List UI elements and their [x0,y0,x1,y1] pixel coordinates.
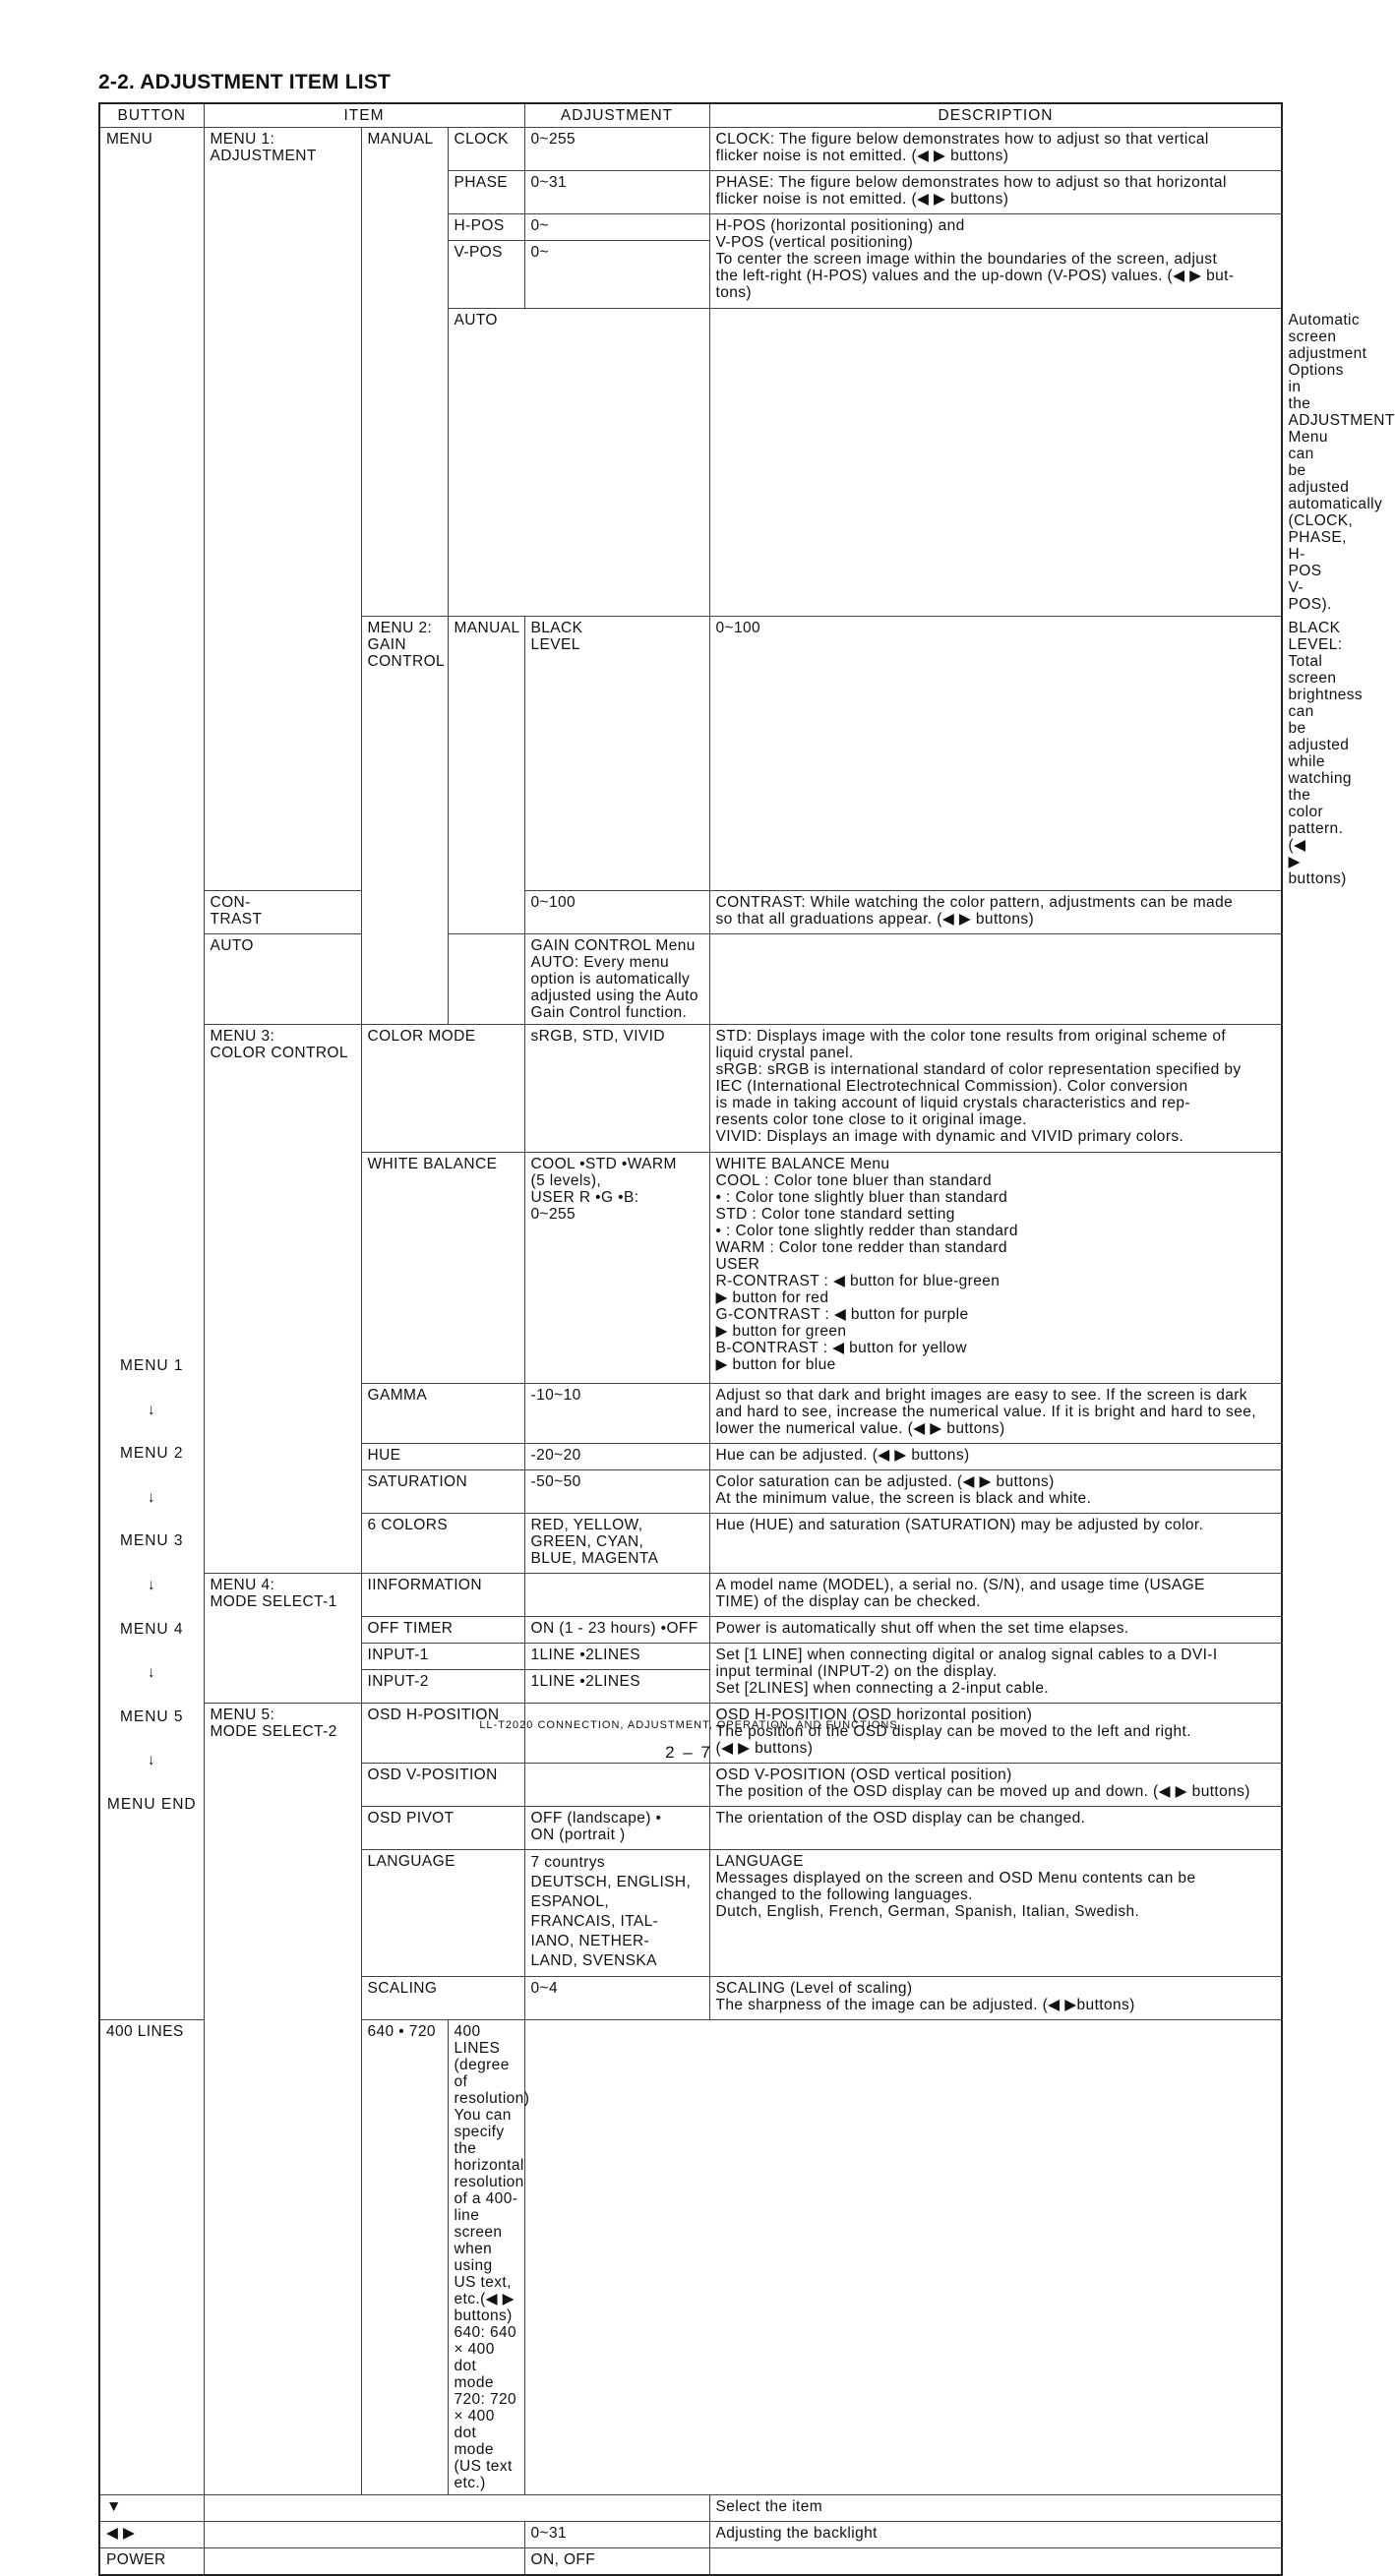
nav-menu2: MENU 2 [119,1445,184,1463]
page-title: 2-2. ADJUSTMENT ITEM LIST [98,71,392,93]
manual-label: MANUAL [361,128,448,617]
table-row [99,128,1282,171]
nav-arrow-down-icon: ↓ [147,1664,156,1682]
table-row [99,891,1282,934]
desc-scaling: SCALING (Level of scaling) The sharpness of the image can be adjusted. (◀ ▶buttons) [709,1977,1282,2020]
header-item: ITEM [204,103,524,128]
desc-osd-vpos: OSD V-POSITION (OSD vertical position) The position of the OSD display can be moved up and down. (◀ ▶ buttons) [709,1764,1282,1807]
item-gamma: GAMMA [361,1384,524,1444]
adjust-black-level: 0~100 [709,617,1282,891]
item-osd-hpos: OSD H-POSITION [361,1704,524,1764]
nav-menu1: MENU 1 [119,1356,184,1374]
adjust-white-balance: COOL •STD •WARM (5 levels), USER R •G •B: 0~255 [524,1153,709,1384]
adjust-left-right: 0~31 [524,2522,709,2548]
page-footer: LL-T2020 CONNECTION, ADJUSTMENT, OPERATION, AND FUNCTIONS [479,1719,898,1731]
menu-button-cell: MENU [99,128,204,1025]
header-adjustment: ADJUSTMENT [524,103,709,128]
left-right-button-icon: ◀ ▶ [99,2522,204,2548]
desc-auto-2: GAIN CONTROL Menu AUTO: Every menu option is automatically adjusted using the Auto Gain Control function. [524,934,709,1025]
adjust-power: ON, OFF [524,2548,709,2575]
item-400-lines: 400 LINES [99,2020,361,2495]
adjust-gamma: -10~10 [524,1384,709,1444]
item-input-1: INPUT-1 [361,1644,524,1670]
nav-menu5: MENU 5 [119,1707,184,1725]
adjust-auto-1 [709,309,1282,617]
item-auto-1: AUTO [448,309,709,617]
menu-navigation-sequence [99,1025,204,2020]
table-row: MENU 2: GAIN CONTROL MANUAL BLACK LEVEL 0~100 BLACK LEVEL: Total screen brightness can be adjusted while watching the color pattern. (◀ ▶ buttons) [99,617,1282,891]
adjust-hpos: 0~ [524,214,709,241]
item-black-level: BLACK LEVEL [524,617,709,891]
down-button-icon: ▼ [99,2495,204,2522]
item-auto-2: AUTO [204,934,448,1025]
adjust-osd-pivot: OFF (landscape) • ON (portrait ) [524,1807,709,1850]
header-description: DESCRIPTION [709,103,1282,128]
adjust-off-timer: ON (1 - 23 hours) •OFF [524,1617,709,1644]
item-language: LANGUAGE [361,1850,524,1977]
item-saturation: SATURATION [361,1470,524,1514]
table-row [99,934,1282,1025]
manual-label-2: MANUAL [448,617,524,934]
desc-off-timer: Power is automatically shut off when the set time elapses. [709,1617,1282,1644]
desc-6-colors: Hue (HUE) and saturation (SATURATION) may be adjusted by color. [709,1514,1282,1574]
power-button-label: POWER [99,2548,204,2575]
table-header-row [99,103,1282,128]
table-row [99,2522,1282,2548]
item-off-timer: OFF TIMER [361,1617,524,1644]
menu2-label: MENU 2: GAIN CONTROL [361,617,448,1025]
menu4-label: MENU 4: MODE SELECT-1 [204,1574,361,1704]
adjust-auto-2 [448,934,524,1025]
item-color-mode: COLOR MODE [361,1025,524,1153]
item-hpos: H-POS [448,214,524,241]
nav-menu4: MENU 4 [119,1620,184,1638]
adjust-scaling: 0~4 [524,1977,709,2020]
desc-language: LANGUAGE Messages displayed on the screen and OSD Menu contents can be changed to the following languages. Dutch, English, French, German, Spanish, Italian, Swedish. [709,1850,1282,1977]
desc-osd-pivot: The orientation of the OSD display can be changed. [709,1807,1282,1850]
desc-saturation: Color saturation can be adjusted. (◀ ▶ buttons) At the minimum value, the screen is black and white. [709,1470,1282,1514]
adjust-input-2: 1LINE •2LINES [524,1670,709,1704]
nav-arrow-down-icon: ↓ [147,1488,156,1506]
table-row: AUTO Automatic screen adjustment Options in the ADJUSTMENT Menu can be adjusted automatically (CLOCK, PHASE, H-POS V-POS). [99,309,1282,617]
adjust-contrast: 0~100 [524,891,709,934]
adjust-hue: -20~20 [524,1444,709,1470]
adjust-phase: 0~31 [524,171,709,214]
item-information: IINFORMATION [361,1574,524,1617]
nav-menu3: MENU 3 [119,1532,184,1550]
nav-menu-end: MENU END [106,1795,197,1813]
nav-arrow-down-icon: ↓ [147,1401,156,1418]
table-row [99,2548,1282,2575]
adjust-6-colors: RED, YELLOW, GREEN, CYAN, BLUE, MAGENTA [524,1514,709,1574]
adjust-information [524,1574,709,1617]
item-vpos: V-POS [448,241,524,309]
table-row [99,2020,1282,2495]
nav-arrow-down-icon: ↓ [147,1576,156,1593]
desc-contrast: CONTRAST: While watching the color pattern, adjustments can be made so that all graduations appear. (◀ ▶ buttons) [709,891,1282,934]
table-row [99,1025,1282,1153]
item-hue: HUE [361,1444,524,1470]
adjust-vpos: 0~ [524,241,709,309]
adjust-color-mode: sRGB, STD, VIVID [524,1025,709,1153]
desc-osd-hpos: OSD H-POSITION (OSD horizontal position) The position of the OSD display can be moved to the left and right. (◀ ▶ buttons) [709,1704,1282,1764]
desc-hvpos: H-POS (horizontal positioning) and V-POS (vertical positioning) To center the screen image within the boundaries of the screen, adjust the left-right (H-POS) values and the up-down (V-POS) values. (◀ ▶ but- tons) [709,214,1282,309]
adjust-clock: 0~255 [524,128,709,171]
desc-down-button: Select the item [709,2495,1282,2522]
item-clock: CLOCK [448,128,524,171]
item-osd-vpos: OSD V-POSITION [361,1764,524,1807]
desc-color-mode: STD: Displays image with the color tone results from original scheme of liquid crystal panel. sRGB: sRGB is international standard of color representation specified by IEC (International Electrotechnical Commission). Color conversion is made in taking account of liquid crystals characteristics and rep- resents color tone close to it original image. VIVID: Displays an image with dynamic and VIVID primary colors. [709,1025,1282,1153]
item-osd-pivot: OSD PIVOT [361,1807,524,1850]
adjustment-item-table [98,102,1395,2576]
menu1-label: MENU 1: ADJUSTMENT [204,128,361,891]
item-scaling: SCALING [361,1977,524,2020]
item-contrast: CON- TRAST [204,891,361,934]
desc-400-lines: 400 LINES (degree of resolution) You can specify the horizontal resolution of a 400-line screen when using US text, etc.(◀ ▶ buttons) 640: 640 × 400 dot mode 720: 720 × 400 dot mode (US text etc.) [448,2020,524,2495]
header-button: BUTTON [99,103,204,128]
menu5-label: MENU 5: MODE SELECT-2 [204,1704,361,2495]
table-row [99,2495,1282,2522]
desc-input: Set [1 LINE] when connecting digital or analog signal cables to a DVI-I input terminal (INPUT-2) on the display. Set [2LINES] when connecting a 2-input cable. [709,1644,1282,1704]
item-input-2: INPUT-2 [361,1670,524,1704]
adjust-osd-vpos [524,1764,709,1807]
table-row [99,1574,1282,1617]
adjust-language: 7 countrys DEUTSCH, ENGLISH, ESPANOL, FRANCAIS, ITAL- IANO, NETHER- LAND, SVENSKA [524,1850,709,1977]
nav-arrow-down-icon: ↓ [147,1752,156,1769]
desc-gamma: Adjust so that dark and bright images are easy to see. If the screen is dark and hard to see, increase the numerical value. If it is bright and hard to see, lower the numerical value. (◀ ▶ buttons) [709,1384,1282,1444]
page-number: 2 – 7 [665,1743,712,1762]
desc-hue: Hue can be adjusted. (◀ ▶ buttons) [709,1444,1282,1470]
desc-phase: PHASE: The figure below demonstrates how to adjust so that horizontal flicker noise is not emitted. (◀ ▶ buttons) [709,171,1282,214]
adjust-input-1: 1LINE •2LINES [524,1644,709,1670]
item-6-colors: 6 COLORS [361,1514,524,1574]
item-white-balance: WHITE BALANCE [361,1153,524,1384]
adjust-400-lines: 640 • 720 [361,2020,448,2495]
desc-white-balance: WHITE BALANCE Menu COOL : Color tone bluer than standard • : Color tone slightly bluer than standard STD : Color tone standard setting • : Color tone slightly redder than standard WARM : Color tone redder than standard USER R-CONTRAST : ◀ button for blue-green ▶ button for red G-CONTRAST : ◀ button for purple ▶ button for green B-CONTRAST : ◀ button for yellow ▶ button for blue [709,1153,1282,1384]
desc-left-right: Adjusting the backlight [709,2522,1282,2548]
desc-clock: CLOCK: The figure below demonstrates how to adjust so that vertical flicker noise is not emitted. (◀ ▶ buttons) [709,128,1282,171]
item-phase: PHASE [448,171,524,214]
desc-information: A model name (MODEL), a serial no. (S/N), and usage time (USAGE TIME) of the display can be checked. [709,1574,1282,1617]
menu3-label: MENU 3: COLOR CONTROL [204,1025,361,1574]
adjust-saturation: -50~50 [524,1470,709,1514]
